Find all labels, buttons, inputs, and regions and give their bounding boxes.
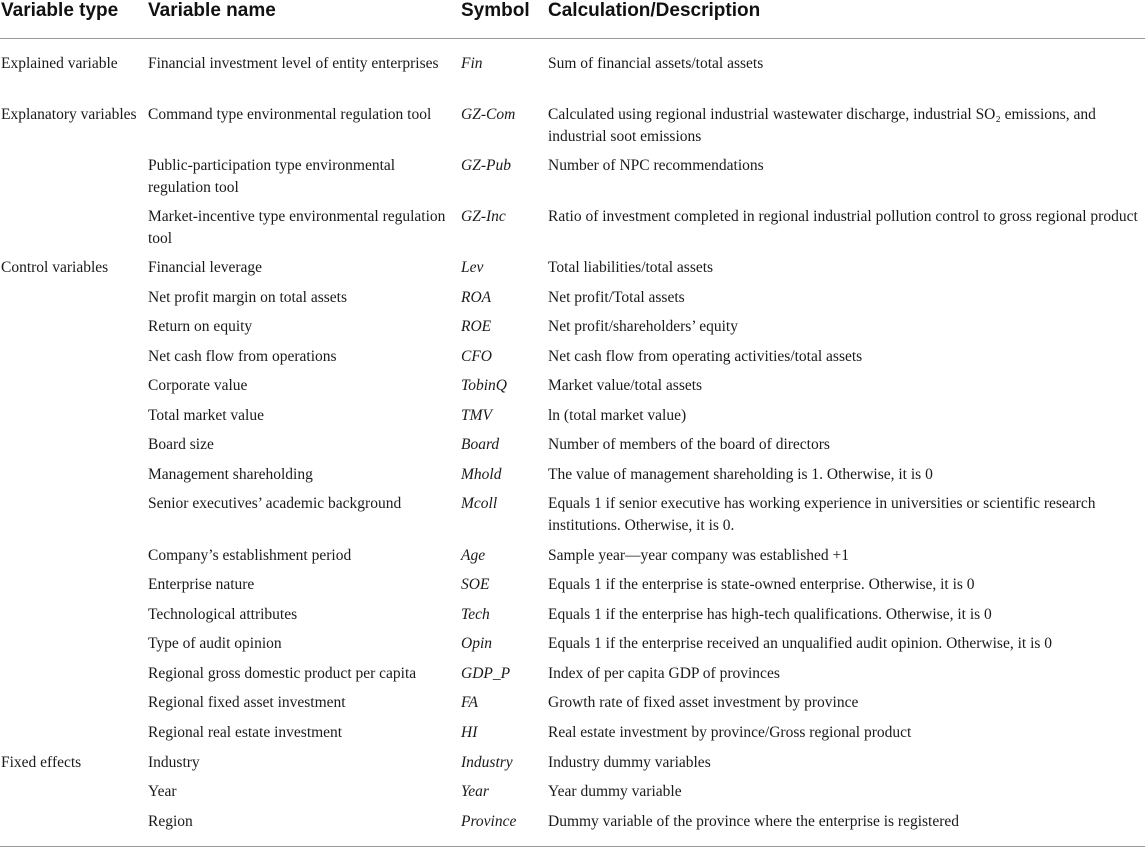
cell-symbol: Province bbox=[461, 813, 517, 830]
cell-variable-name: Year bbox=[148, 783, 177, 800]
header-variable-name: Variable name bbox=[148, 0, 276, 21]
cell-variable-name: Financial leverage bbox=[148, 259, 263, 276]
cell-variable-name: Region bbox=[148, 813, 193, 830]
cell-variable-type: Explanatory variables bbox=[1, 106, 137, 123]
cell-symbol: Fin bbox=[461, 55, 483, 72]
cell-variable-name: Senior executives’ academic background bbox=[148, 495, 402, 512]
cell-variable-name: Regional real estate investment bbox=[148, 724, 343, 741]
cell-description: Number of NPC recommendations bbox=[548, 157, 764, 174]
cell-variable-name: Market-incentive type environmental regulation tool bbox=[148, 208, 446, 247]
cell-symbol: Opin bbox=[461, 635, 492, 652]
header-variable-type: Variable type bbox=[1, 0, 119, 21]
cell-variable-name: Enterprise nature bbox=[148, 576, 255, 593]
cell-description: Calculated using regional industrial wastewater discharge, industrial SO₂ emissions, and industrial soot emissions bbox=[548, 106, 1096, 145]
cell-variable-name: Technological attributes bbox=[148, 606, 298, 623]
cell-variable-name: Regional gross domestic product per capita bbox=[148, 665, 417, 682]
cell-symbol: SOE bbox=[461, 576, 490, 593]
cell-description: Index of per capita GDP of provinces bbox=[548, 665, 780, 682]
cell-description: Equals 1 if the enterprise received an unqualified audit opinion. Otherwise, it is 0 bbox=[548, 635, 1053, 652]
cell-description: Equals 1 if the enterprise has high-tech qualifications. Otherwise, it is 0 bbox=[548, 606, 992, 623]
cell-symbol: GZ-Pub bbox=[461, 157, 511, 174]
cell-description: Equals 1 if the enterprise is state-owned enterprise. Otherwise, it is 0 bbox=[548, 576, 975, 593]
cell-description: Total liabilities/total assets bbox=[548, 259, 714, 276]
cell-variable-name: Return on equity bbox=[148, 318, 253, 335]
cell-symbol: Mcoll bbox=[461, 495, 498, 512]
cell-symbol: ROE bbox=[461, 318, 492, 335]
cell-variable-name: Management shareholding bbox=[148, 466, 313, 483]
cell-symbol: Industry bbox=[461, 754, 513, 771]
cell-description: Real estate investment by province/Gross regional product bbox=[548, 724, 912, 741]
cell-variable-name: Industry bbox=[148, 754, 200, 771]
cell-symbol: HI bbox=[461, 724, 478, 741]
cell-variable-name: Public-participation type environmental regulation tool bbox=[148, 157, 396, 196]
cell-variable-name: Total market value bbox=[148, 407, 264, 424]
cell-variable-name: Type of audit opinion bbox=[148, 635, 282, 652]
cell-description: Growth rate of fixed asset investment by province bbox=[548, 694, 859, 711]
cell-variable-type: Fixed effects bbox=[1, 754, 82, 771]
cell-variable-name: Net cash flow from operations bbox=[148, 348, 337, 365]
cell-description: Net profit/Total assets bbox=[548, 289, 685, 306]
cell-symbol: FA bbox=[461, 694, 478, 711]
cell-variable-name: Company’s establishment period bbox=[148, 547, 352, 564]
cell-description: Equals 1 if senior executive has working experience in universities or scientific research institutions. Otherwise, it is 0. bbox=[548, 495, 1096, 534]
cell-variable-type: Control variables bbox=[1, 259, 109, 276]
cell-symbol: Year bbox=[461, 783, 489, 800]
cell-variable-name: Board size bbox=[148, 436, 214, 453]
cell-description: Market value/total assets bbox=[548, 377, 703, 394]
cell-symbol: Age bbox=[461, 547, 486, 564]
cell-description: Net cash flow from operating activities/total assets bbox=[548, 348, 863, 365]
cell-description: Sum of financial assets/total assets bbox=[548, 55, 764, 72]
cell-description: Year dummy variable bbox=[548, 783, 682, 800]
cell-symbol: GZ-Inc bbox=[461, 208, 506, 225]
cell-variable-type: Explained variable bbox=[1, 55, 118, 72]
table-header bbox=[0, 0, 1145, 39]
cell-description: Industry dummy variables bbox=[548, 754, 711, 771]
cell-symbol: ROA bbox=[461, 289, 492, 306]
cell-variable-name: Regional fixed asset investment bbox=[148, 694, 346, 711]
cell-symbol: Tech bbox=[461, 606, 490, 623]
cell-description: Sample year—year company was established +1 bbox=[548, 547, 849, 564]
header-symbol: Symbol bbox=[461, 0, 530, 21]
cell-symbol: TMV bbox=[461, 407, 492, 424]
cell-symbol: TobinQ bbox=[461, 377, 507, 394]
cell-variable-name: Command type environmental regulation tool bbox=[148, 106, 432, 123]
cell-symbol: Board bbox=[461, 436, 500, 453]
cell-symbol: GDP_P bbox=[461, 665, 511, 682]
cell-description: Ratio of investment completed in regional industrial pollution control to gross regional product bbox=[548, 208, 1138, 225]
cell-variable-name: Corporate value bbox=[148, 377, 248, 394]
cell-description: The value of management shareholding is 1. Otherwise, it is 0 bbox=[548, 466, 933, 483]
cell-symbol: GZ-Com bbox=[461, 106, 516, 123]
cell-symbol: Lev bbox=[461, 259, 484, 276]
cell-description: Number of members of the board of directors bbox=[548, 436, 830, 453]
cell-description: ln (total market value) bbox=[548, 407, 687, 424]
cell-description: Net profit/shareholders’ equity bbox=[548, 318, 738, 335]
cell-symbol: Mhold bbox=[461, 466, 502, 483]
cell-variable-name: Financial investment level of entity enterprises bbox=[148, 55, 439, 72]
cell-symbol: CFO bbox=[461, 348, 492, 365]
header-description: Calculation/Description bbox=[548, 0, 761, 21]
table-bottom-rule bbox=[0, 846, 1145, 847]
cell-description: Dummy variable of the province where the enterprise is registered bbox=[548, 813, 960, 830]
cell-variable-name: Net profit margin on total assets bbox=[148, 289, 348, 306]
